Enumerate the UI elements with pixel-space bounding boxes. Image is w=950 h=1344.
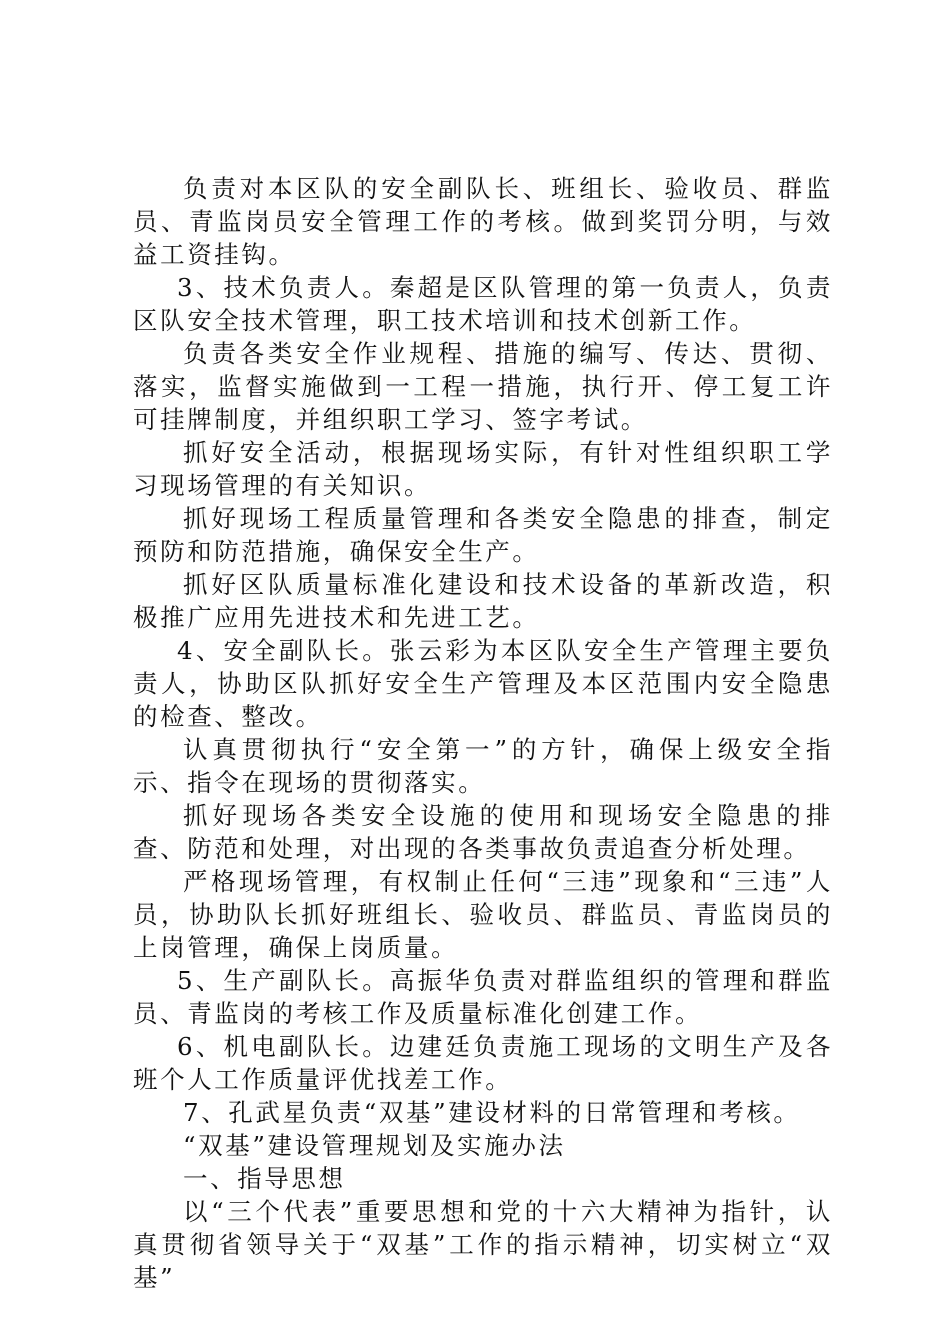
paragraph-electromechanical-deputy: 6、机电副队长。边建廷负责施工现场的文明生产及各班个人工作质量评优找差工作。 bbox=[133, 1032, 833, 1094]
paragraph-regulations-duty: 负责各类安全作业规程、措施的编写、传达、贯彻、落实，监督实施做到一工程一措施，执行开、停工复工许可挂牌制度，并组织职工学习、签字考试。 bbox=[133, 339, 833, 434]
section-title: “双基”建设管理规划及实施办法 bbox=[183, 1131, 566, 1160]
paragraph-technical-lead: 3、技术负责人。秦超是区队管理的第一负责人，负责区队安全技术管理，职工技术培训和技术创新工作。 bbox=[133, 273, 833, 335]
paragraph-guiding-ideology: 以“三个代表”重要思想和党的十六大精神为指针，认真贯彻省领导关于“双基”工作的指示精神，切实树立“双基” bbox=[133, 1197, 833, 1292]
paragraph-standardization: 抓好区队质量标准化建设和技术设备的革新改造，积极推广应用先进技术和先进工艺。 bbox=[133, 570, 833, 632]
paragraph-safety-first: 认真贯彻执行“安全第一”的方针，确保上级安全指示、指令在现场的贯彻落实。 bbox=[133, 735, 833, 797]
document-body bbox=[133, 172, 833, 1294]
paragraph-safety-facilities: 抓好现场各类安全设施的使用和现场安全隐患的排查、防范和处理，对出现的各类事故负责追查分析处理。 bbox=[133, 801, 833, 863]
section-heading-guiding-ideology: 一、指导思想 bbox=[183, 1164, 346, 1193]
paragraph-materials-management: 7、孔武星负责“双基”建设材料的日常管理和考核。 bbox=[183, 1098, 801, 1127]
paragraph-quality-hazards: 抓好现场工程质量管理和各类安全隐患的排查，制定预防和防范措施，确保安全生产。 bbox=[133, 504, 833, 566]
paragraph-evaluation-duty: 负责对本区队的安全副队长、班组长、验收员、群监员、青监岗员安全管理工作的考核。做到奖罚分明，与效益工资挂钩。 bbox=[133, 174, 833, 269]
paragraph-production-deputy: 5、生产副队长。高振华负责对群监组织的管理和群监员、青监岗的考核工作及质量标准化创建工作。 bbox=[133, 966, 833, 1028]
paragraph-safety-deputy: 4、安全副队长。张云彩为本区队安全生产管理主要负责人，协助区队抓好安全生产管理及本区范围内安全隐患的检查、整改。 bbox=[133, 636, 833, 731]
paragraph-site-management: 严格现场管理，有权制止任何“三违”现象和“三违”人员，协助队长抓好班组长、验收员、群监员、青监岗员的上岗管理，确保上岗质量。 bbox=[133, 867, 833, 962]
paragraph-safety-activities: 抓好安全活动，根据现场实际，有针对性组织职工学习现场管理的有关知识。 bbox=[133, 438, 833, 500]
